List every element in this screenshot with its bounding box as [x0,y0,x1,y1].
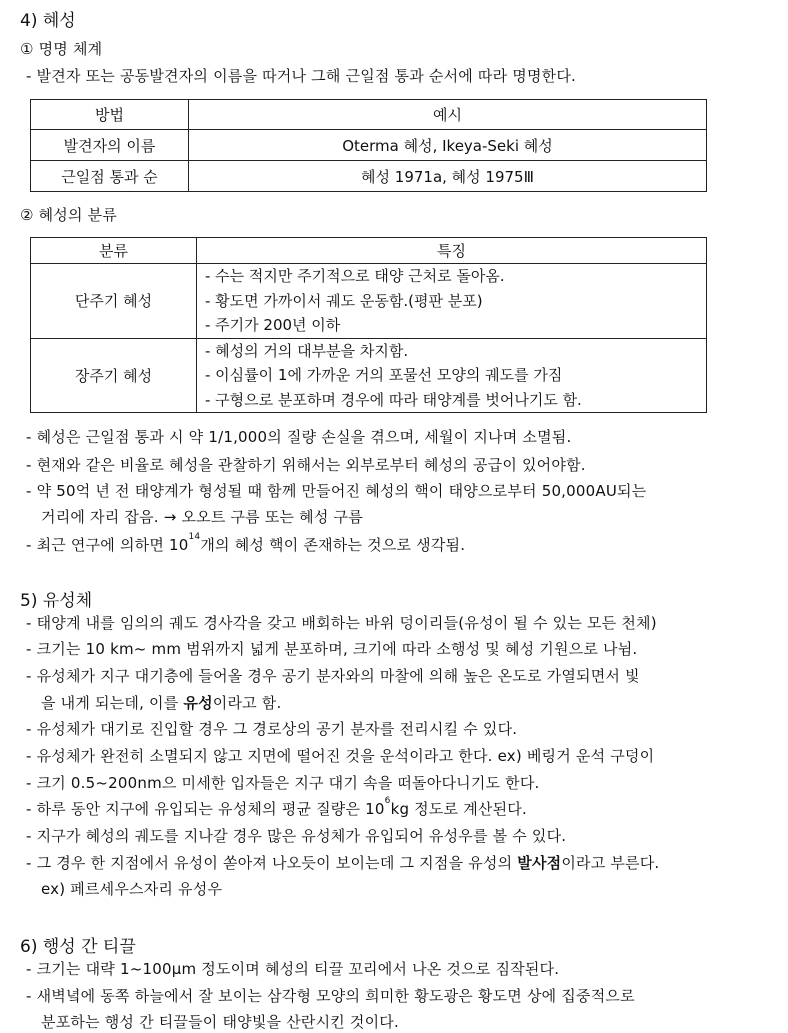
comet-note: - 현재와 같은 비율로 혜성을 관찰하기 위해서는 외부로부터 혜성의 공급이 있어야함. [26,456,586,474]
meteoroid-line: - 유성체가 지구 대기층에 들어올 경우 공기 분자와의 마찰에 의해 높은 온도로 가열되면서 빛 [26,667,640,685]
comet-note: - 약 50억 년 전 태양계가 형성될 때 함께 만들어진 혜성의 핵이 태양으로부터 50,000AU되는 [26,482,647,500]
feature-line: - 혜성의 거의 대부분을 차지함. [205,341,409,360]
table-header: 예시 [189,100,707,130]
table-row [31,130,707,161]
long-period-features [197,338,707,413]
comet-note: - 혜성은 근일점 통과 시 약 1/1,000의 질량 손실을 겪으며, 세월이 지나며 소멸됨. [26,428,572,446]
table-header: 방법 [31,100,189,130]
dust-line: 분포하는 행성 간 티끌들이 태양빛을 산란시킨 것이다. [41,1013,399,1031]
meteoroid-line: - 유성체가 대기로 진입할 경우 그 경로상의 공기 분자를 전리시킬 수 있다. [26,720,518,738]
section-5-heading: 5) 유성체 [20,591,93,611]
text-span: 이라고 함. [212,694,282,712]
section-6-heading: 6) 행성 간 티끌 [20,937,136,957]
table-row [31,264,707,339]
meteoroid-line: - 태양계 내를 임의의 궤도 경사각을 갖고 배회하는 바위 덩이리들(유성이 될 수 있는 모든 천체) [26,614,657,632]
classification-subheading: ② 혜성의 분류 [20,206,118,224]
feature-line: - 구형으로 분포하며 경우에 따라 태양계를 벗어나기도 함. [205,390,582,409]
feature-line: - 수는 적지만 주기적으로 태양 근처로 돌아옴. [205,267,505,285]
text-span: 을 내게 되는데, 이를 [41,694,184,712]
bold-term: 유성 [183,694,213,712]
classification-table [30,237,707,413]
feature-line: - 주기가 200년 이하 [205,316,341,334]
naming-description: - 발견자 또는 공동발견자의 이름을 따거나 그해 근일점 통과 순서에 따라 명명한다. [26,67,577,85]
table-header: 분류 [31,238,197,264]
comet-note: 거리에 자리 잡음. → 오오트 구름 또는 혜성 구름 [41,508,363,526]
table-row [31,161,707,192]
meteoroid-line [41,692,281,713]
table-cell: Oterma 혜성, Ikeya-Seki 혜성 [189,130,707,161]
text-span: - 하루 동안 지구에 유입되는 유성체의 평균 질량은 10 [26,800,385,818]
meteoroid-line: - 유성체가 완전히 소멸되지 않고 지면에 떨어진 것을 운석이라고 한다. ex) 베링거 운석 구덩이 [26,747,655,765]
table-row [31,338,707,413]
superscript: 6 [384,796,391,806]
long-period-label: 장주기 혜성 [31,338,197,413]
table-header: 특징 [197,238,707,264]
short-period-features [197,264,707,339]
text-span: - 최근 연구에 의하면 10 [26,536,189,554]
short-period-label: 단주기 혜성 [31,264,197,339]
feature-line: - 이심률이 1에 가까운 거의 포물선 모양의 궤도를 가짐 [205,366,563,384]
table-cell: 근일점 통과 순 [31,161,189,192]
text-span: 이라고 부른다. [561,854,660,872]
meteoroid-line: ex) 페르세우스자리 유성우 [41,880,223,898]
meteoroid-line: - 크기 0.5~200nm으 미세한 입자들은 지구 대기 속을 떠돌아다니기도 한다. [26,774,540,792]
meteoroid-line [26,798,527,819]
table-cell: 발견자의 이름 [31,130,189,161]
dust-line: - 새벽녘에 동쪽 하늘에서 잘 보이는 삼각형 모양의 희미한 황도광은 황도면 상에 집중적으로 [26,987,635,1005]
section-4-heading: 4) 혜성 [20,11,76,31]
feature-line: - 황도면 가까이서 궤도 운동함.(평판 분포) [205,291,483,310]
meteoroid-line [26,852,659,873]
dust-line: - 크기는 대략 1~100μm 정도이며 혜성의 티끌 꼬리에서 나온 것으로 짐작된다. [26,960,560,978]
text-span: - 그 경우 한 지점에서 유성이 쏟아져 나오듯이 보이는데 그 지점을 유성의 [26,854,518,872]
meteoroid-line: - 지구가 혜성의 궤도를 지나갈 경우 많은 유성체가 유입되어 유성우를 볼 수 있다. [26,827,567,845]
naming-subheading: ① 명명 체계 [20,40,103,58]
superscript: 14 [188,532,201,542]
table-cell: 혜성 1971a, 혜성 1975Ⅲ [189,161,707,192]
text-span: 개의 혜성 핵이 존재하는 것으로 생각됨. [200,536,466,554]
text-span: kg 정도로 계산된다. [390,800,527,818]
meteoroid-line: - 크기는 10 km~ mm 범위까지 넓게 분포하며, 크기에 따라 소행성 및 혜성 기원으로 나뉨. [26,640,638,658]
comet-note [26,534,465,555]
naming-table [30,99,707,192]
bold-term: 발사점 [517,854,562,872]
